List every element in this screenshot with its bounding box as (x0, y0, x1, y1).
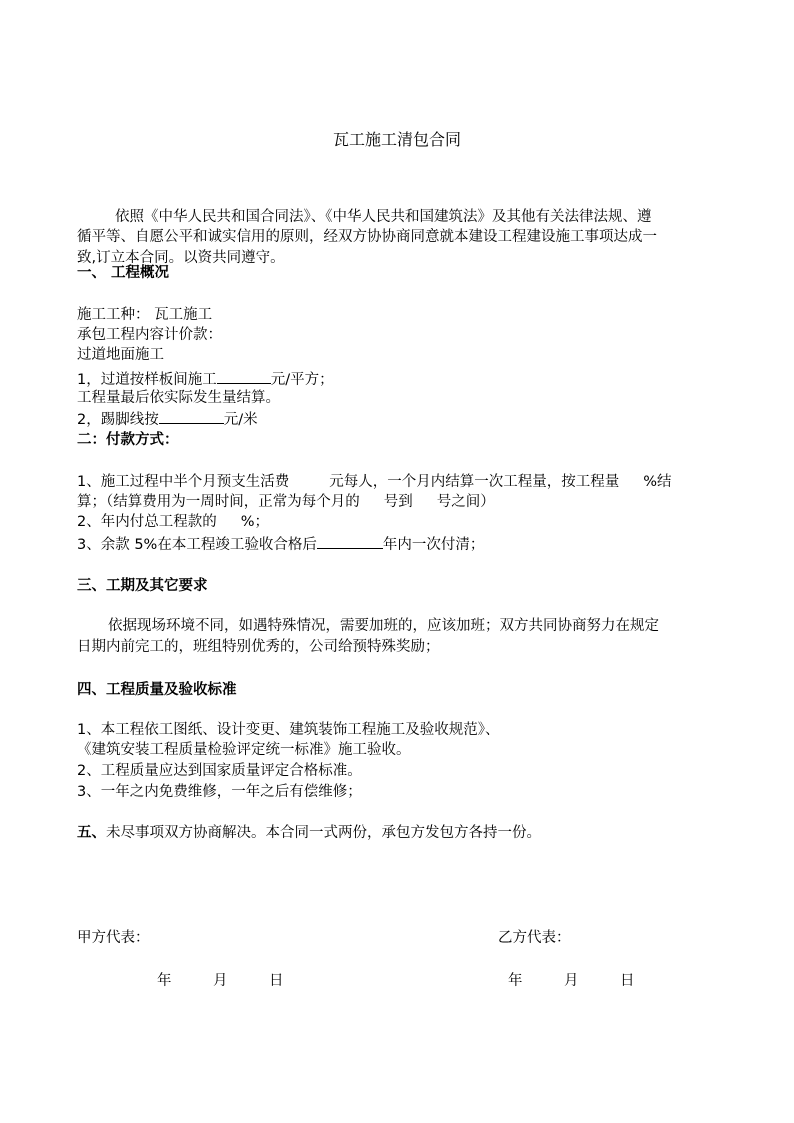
blank-field (159, 408, 224, 424)
item-title: 过道地面施工 (77, 347, 164, 363)
document-title: 瓦工施工清包合同 (332, 130, 461, 149)
text: 年内一次付清； (382, 537, 485, 553)
text: 3、余款 5%在本工程竣工验收合格后 (77, 537, 317, 553)
text: 1、施工过程中半个月预支生活费 (77, 474, 290, 490)
pricing-label: 承包工程内容计价款： (77, 327, 222, 343)
date-month: 月 (564, 973, 579, 989)
text: 号之间） (436, 494, 495, 510)
payment-item-1 (77, 472, 672, 492)
section-heading: 四、工程质量及验收标准 (77, 682, 237, 698)
section-heading: 五、 (77, 825, 106, 841)
section-heading: 一、 工程概况 (77, 265, 170, 281)
text: 算；（结算费用为一周时间，正常为每个月的 (77, 494, 360, 510)
blank-field (217, 368, 271, 384)
payment-item-1-cont (77, 492, 495, 512)
section-heading: 二：付款方式： (77, 432, 179, 448)
text: 2、年内付总工程款的 (77, 514, 217, 530)
settle-note: 工程量最后依实际发生量结算。 (77, 390, 280, 406)
text: 元每人，一个月内结算一次工程量，按工程量 (329, 474, 620, 490)
text: 2，踢脚线按 (77, 412, 159, 428)
text: 号到 (383, 494, 413, 510)
date-day: 日 (620, 973, 635, 989)
text: %结 (643, 474, 672, 490)
date-month: 月 (213, 973, 228, 989)
quality-item: 2、工程质量应达到国家质量评定合格标准。 (77, 763, 362, 779)
intro-line: 依照《中华人民共和国合同法》、《中华人民共和国建筑法》及其他有关法律法规、遵 (115, 209, 652, 225)
text: 元/米 (223, 412, 258, 428)
quality-item: 1、本工程依工图纸、设计变更、建筑装饰工程施工及验收规范》、 (77, 722, 500, 738)
text: 1，过道按样板间施工 (77, 372, 217, 388)
payment-item-3 (77, 533, 484, 555)
quality-item: 《建筑安装工程质量检验评定统一标准》施工验收。 (77, 742, 411, 758)
price-item-2 (77, 408, 258, 430)
schedule-line: 依据现场环境不同，如遇特殊情况，需要加班的，应该加班；双方共同协商努力在规定 (108, 618, 659, 634)
payment-item-2 (77, 512, 269, 532)
party-a-label: 甲方代表： (77, 930, 150, 946)
intro-line: 循平等、自愿公平和诚实信用的原则，经双方协协商同意就本建设工程建设施工事项达成一 (77, 229, 657, 245)
schedule-line: 日期内前完工的，班组特别优秀的，公司给预特殊奖励； (77, 639, 440, 655)
text: 元/平方； (270, 372, 334, 388)
price-item-1 (77, 368, 334, 390)
party-b-label: 乙方代表： (498, 930, 571, 946)
date-year: 年 (508, 973, 523, 989)
quality-item: 3、一年之内免费维修，一年之后有偿维修； (77, 784, 362, 800)
date-day: 日 (269, 973, 284, 989)
section-5 (77, 823, 541, 843)
section-heading: 三、工期及其它要求 (77, 578, 208, 594)
date-year: 年 (157, 973, 172, 989)
text: 未尽事项双方协商解决。本合同一式两份，承包方发包方各持一份。 (106, 825, 541, 841)
blank-field (317, 533, 383, 549)
intro-line: 致,订立本合同。以资共同遵守。 (77, 250, 285, 266)
text: %； (240, 514, 270, 530)
work-type: 施工工种： 瓦工施工 (77, 307, 213, 323)
